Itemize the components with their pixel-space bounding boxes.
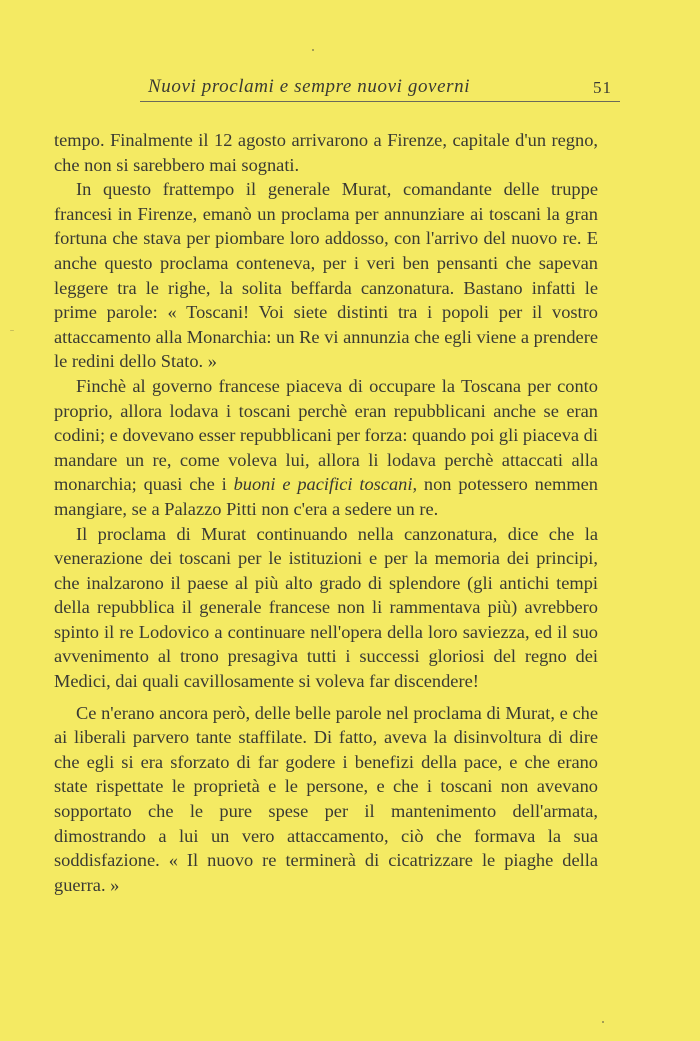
paragraph — [54, 177, 598, 374]
text-run: In questo frattempo il generale Murat, comandante delle truppe francesi in Firenze, emanò un proclama per annunziare ai toscani la gran fortuna che stava per piombare loro addosso, con l'arrivo del nuovo re. E anche questo proclama conteneva, per i veri ben pensanti che sapevan leggere tra le righe, la solita beffarda canzonatura. Bastano infatti le prime parole: « Toscani! Voi siete distinti tra i popoli per il vostro attaccamento alla Monarchia: un Re vi annunzia che egli viene a prendere le redini dello Stato. » — [54, 179, 598, 372]
text-run: tempo. Finalmente il 12 agosto arrivarono a Firenze, capitale d'un regno, che non si sarebbero mai sognati. — [54, 130, 598, 175]
paper-speck — [10, 330, 14, 331]
header-rule — [140, 101, 620, 102]
paragraph — [54, 128, 598, 177]
page-number: 51 — [593, 78, 612, 97]
paper-speck — [312, 49, 314, 51]
text-run: Ce n'erano ancora però, delle belle parole nel proclama di Murat, e che ai liberali parvero tante staffilate. Di fatto, aveva la disinvoltura di dire che egli si era sforzato di far godere i benefizi della pace, e che erano state rispettate le proprietà e le persone, e che i toscani non avevano sopportato che le pure spese per il mantenimento dell'armata, dimostrando a lui un vero attaccamento, ciò che formava la sua soddisfazione. « Il nuovo re terminerà di cicatrizzare le piaghe della guerra. » — [54, 702, 598, 895]
text-run: Il proclama di Murat continuando nella canzonatura, dice che la venerazione dei toscani per le istituzioni e per la memoria dei principi, che inalzarono il paese al più alto grado di splendore (gli antichi tempi della repubblica il generale francese non li rammentava più) avrebbero spinto il re Lodovico a continuare nell'opera della loro saviezza, ed il suo avvenimento al trono presagiva tutti i successi gloriosi del regno dei Medici, dai quali cavillosamente si voleva far discendere! — [54, 523, 598, 692]
italic-text-run: buoni e pacifici toscani, — [233, 474, 418, 495]
paragraph — [54, 374, 598, 522]
body-text — [54, 128, 598, 897]
running-title: Nuovi proclami e sempre nuovi governi — [148, 76, 471, 97]
text-run: non potessero nemmen mangiare, se a Palazzo Pitti non c'era a sedere un re. — [54, 474, 598, 519]
paragraph — [54, 701, 598, 898]
text-run: Finchè al governo francese piaceva di occupare la Toscana per conto proprio, allora lodava i toscani perchè eran repubblicani anche se eran codini; e dovevano esser repubblicani per forza: quando poi gli piaceva di mandare un re, come voleva lui, allora li lodava perchè attaccati alla monarchia; quasi che i — [54, 375, 598, 495]
paragraph — [54, 522, 598, 694]
running-header — [140, 72, 640, 102]
paper-speck — [602, 1021, 604, 1023]
